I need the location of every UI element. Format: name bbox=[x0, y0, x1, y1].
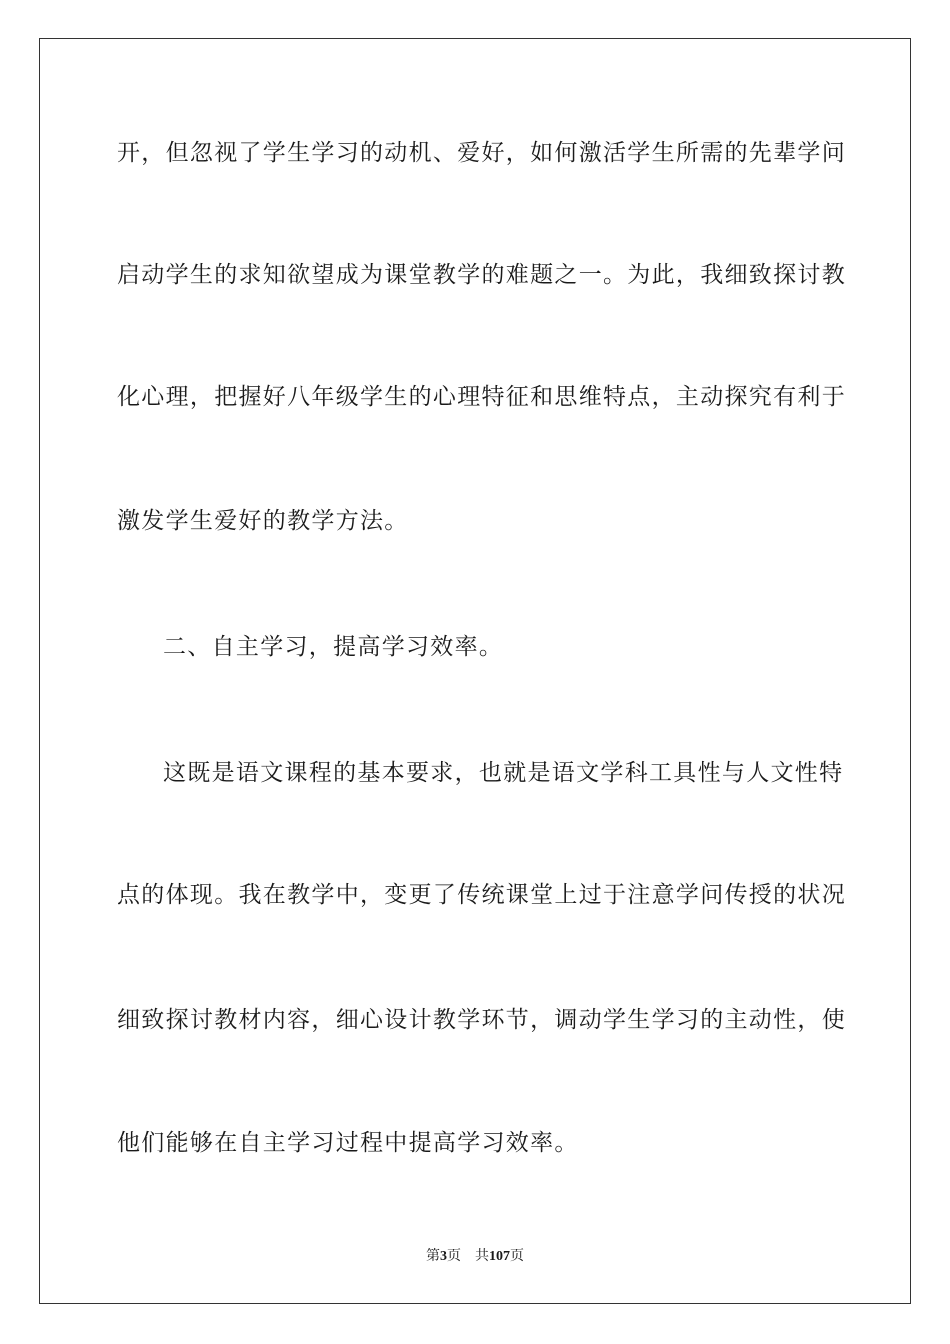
text-line: 启动学生的求知欲望成为课堂教学的难题之一。为此，我细致探讨教 bbox=[117, 262, 846, 288]
text-line: 这既是语文课程的基本要求，也就是语文学科工具性与人文性特 bbox=[163, 760, 844, 786]
total-prefix: 共 bbox=[475, 1249, 489, 1264]
page-prefix: 第 bbox=[426, 1249, 440, 1264]
text-line: 他们能够在自主学习过程中提高学习效率。 bbox=[117, 1130, 579, 1156]
page-border bbox=[39, 38, 911, 1304]
section-heading: 二、自主学习，提高学习效率。 bbox=[163, 634, 504, 660]
text-line: 激发学生爱好的教学方法。 bbox=[117, 508, 409, 534]
total-suffix: 页 bbox=[510, 1249, 524, 1264]
page-suffix: 页 bbox=[447, 1249, 461, 1264]
text-line: 开，但忽视了学生学习的动机、爱好，如何激活学生所需的先辈学问 bbox=[117, 140, 846, 166]
total-pages: 107 bbox=[489, 1249, 510, 1264]
text-line: 化心理，把握好八年级学生的心理特征和思维特点，主动探究有利于 bbox=[117, 384, 846, 410]
text-line: 细致探讨教材内容，细心设计教学环节，调动学生学习的主动性，使 bbox=[117, 1007, 846, 1033]
page-number: 3 bbox=[440, 1249, 447, 1264]
text-line: 点的体现。我在教学中，变更了传统课堂上过于注意学问传授的状况 bbox=[117, 882, 846, 908]
page-footer bbox=[0, 1248, 950, 1266]
